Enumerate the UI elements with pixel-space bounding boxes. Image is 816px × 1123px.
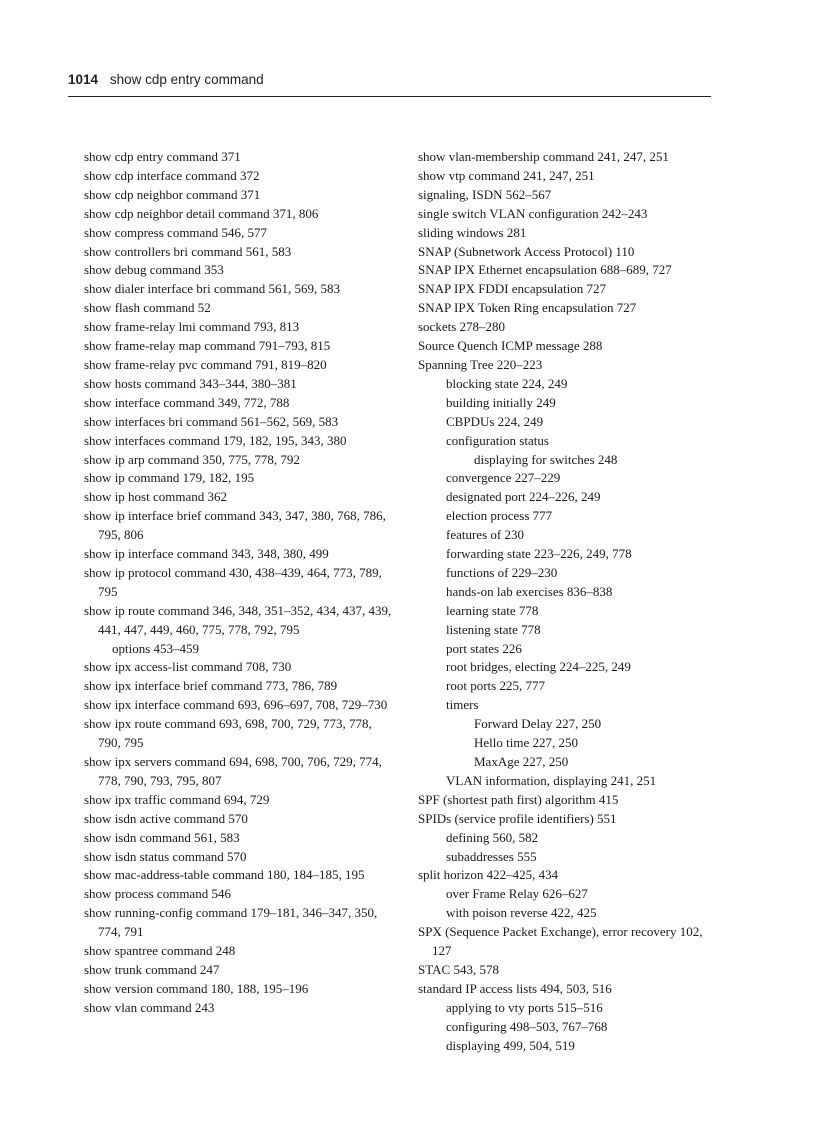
index-entry: show ipx interface command 693, 696–697, 708, 729–730 (84, 697, 388, 713)
index-entry: show ip route command 346, 348, 351–352, 434, 437, 439, 441, 447, 449, 460, 775, 778, 792, 795 (84, 602, 392, 637)
index-entry: show ipx servers command 694, 698, 700, 706, 729, 774, 778, 790, 793, 795, 807 (84, 754, 382, 788)
index-entry: SNAP IPX Ethernet encapsulation 688–689, 727 (418, 262, 672, 278)
index-entry: show frame-relay map command 791–793, 815 (84, 338, 331, 354)
running-title: show cdp entry command (109, 72, 264, 87)
index-entry: show ipx access-list command 708, 730 (84, 659, 292, 675)
index-entry: VLAN information, displaying 241, 251 (446, 772, 657, 788)
index-entry: show ip command 179, 182, 195 (84, 470, 255, 486)
index-entry: STAC 543, 578 (418, 961, 499, 977)
index-entry: SPF (shortest path first) algorithm 415 (418, 791, 619, 807)
index-entry: show interfaces bri command 561–562, 569, 583 (84, 413, 339, 429)
index-entry: convergence 227–229 (446, 470, 561, 486)
index-entry: show ip interface command 343, 348, 380, 499 (84, 546, 329, 562)
index-entry: listening state 778 (446, 621, 541, 637)
index-entry: port states 226 (446, 640, 522, 656)
index-entry: functions of 229–230 (446, 564, 558, 580)
index-entry: show ipx traffic command 694, 729 (84, 791, 270, 807)
index-entry: show controllers bri command 561, 583 (84, 243, 292, 259)
index-entry: defining 560, 582 (446, 829, 539, 845)
index-entry: learning state 778 (446, 602, 539, 618)
index-entry: show running-config command 179–181, 346–347, 350, 774, 791 (84, 905, 378, 940)
running-header (68, 72, 711, 88)
index-entry: CBPDUs 224, 249 (446, 413, 544, 429)
index-entry: timers (446, 697, 479, 713)
index-entry: Spanning Tree 220–223 (418, 356, 543, 372)
index-entry: standard IP access lists 494, 503, 516 (418, 980, 612, 996)
index-entry: configuration status (446, 432, 549, 448)
index-entry: show isdn status command 570 (84, 848, 247, 864)
index-entry: building initially 249 (446, 394, 556, 410)
index-entry: show trunk command 247 (84, 961, 220, 977)
index-entry: show cdp neighbor detail command 371, 806 (84, 205, 319, 221)
index-entry: show cdp interface command 372 (84, 167, 260, 183)
index-entry: SNAP (Subnetwork Access Protocol) 110 (418, 243, 635, 259)
index-entry: show vtp command 241, 247, 251 (418, 167, 595, 183)
index-entry: SNAP IPX Token Ring encapsulation 727 (418, 300, 637, 316)
index-entry: features of 230 (446, 527, 524, 543)
index-entry: show interface command 349, 772, 788 (84, 394, 290, 410)
index-column-right (418, 148, 718, 1056)
index-entry: show frame-relay pvc command 791, 819–820 (84, 356, 327, 372)
index-entry: show ip host command 362 (84, 489, 227, 505)
index-entry: show cdp neighbor command 371 (84, 186, 261, 202)
index-entry: signaling, ISDN 562–567 (418, 186, 552, 202)
index-entry: show mac-address-table command 180, 184–185, 195 (84, 867, 365, 883)
index-entry: show isdn command 561, 583 (84, 829, 240, 845)
index-entry: show ip interface brief command 343, 347, 380, 768, 786, 795, 806 (84, 508, 386, 543)
index-entry: show version command 180, 188, 195–196 (84, 980, 309, 996)
index-entry: show interfaces command 179, 182, 195, 343, 380 (84, 432, 347, 448)
index-entry: show dialer interface bri command 561, 569, 583 (84, 281, 340, 297)
index-entry: subaddresses 555 (446, 848, 537, 864)
index-entry: over Frame Relay 626–627 (446, 886, 588, 902)
index-entry: with poison reverse 422, 425 (446, 905, 597, 921)
index-entry: options 453–459 (112, 640, 200, 656)
index-entry: sliding windows 281 (418, 224, 527, 240)
index-entry: hands-on lab exercises 836–838 (446, 583, 613, 599)
index-entry: designated port 224–226, 249 (446, 489, 601, 505)
index-entry: forwarding state 223–226, 249, 778 (446, 546, 632, 562)
index-column-left (84, 148, 394, 1018)
index-entry: root ports 225, 777 (446, 678, 545, 694)
index-entry: show cdp entry command 371 (84, 149, 241, 164)
index-entry: show spantree command 248 (84, 943, 236, 959)
index-entry: show vlan-membership command 241, 247, 251 (418, 149, 669, 164)
index-entry: show process command 546 (84, 886, 231, 902)
index-entry: root bridges, electing 224–225, 249 (446, 659, 631, 675)
index-entry: SNAP IPX FDDI encapsulation 727 (418, 281, 607, 297)
index-entry: Forward Delay 227, 250 (474, 716, 602, 732)
index-entry: show vlan command 243 (84, 999, 215, 1015)
index-entry: split horizon 422–425, 434 (418, 867, 559, 883)
index-entry: show ip protocol command 430, 438–439, 464, 773, 789, 795 (84, 564, 382, 599)
index-entry: Hello time 227, 250 (474, 735, 578, 751)
index-entry: show hosts command 343–344, 380–381 (84, 375, 297, 391)
index-entry: Source Quench ICMP message 288 (418, 338, 603, 354)
index-entry: sockets 278–280 (418, 319, 506, 335)
index-entry: show ipx interface brief command 773, 786, 789 (84, 678, 338, 694)
header-rule (68, 96, 711, 97)
index-entry: blocking state 224, 249 (446, 375, 568, 391)
index-entry: MaxAge 227, 250 (474, 754, 569, 769)
index-entry: election process 777 (446, 508, 553, 524)
index-entry: SPIDs (service profile identifiers) 551 (418, 810, 617, 826)
index-entry: applying to vty ports 515–516 (446, 999, 603, 1015)
index-entry: show flash command 52 (84, 300, 211, 316)
index-entry: show compress command 546, 577 (84, 224, 268, 240)
index-entry: show ip arp command 350, 775, 778, 792 (84, 451, 300, 467)
index-entry: displaying for switches 248 (474, 451, 618, 467)
index-entry: displaying 499, 504, 519 (446, 1037, 575, 1053)
index-entry: show frame-relay lmi command 793, 813 (84, 319, 300, 335)
index-entry: single switch VLAN configuration 242–243 (418, 205, 648, 221)
index-entry: show debug command 353 (84, 262, 224, 278)
index-entry: show isdn active command 570 (84, 810, 248, 826)
index-entry: show ipx route command 693, 698, 700, 729, 773, 778, 790, 795 (84, 716, 372, 751)
index-entry: SPX (Sequence Packet Exchange), error recovery 102, 127 (418, 924, 703, 959)
index-entry: configuring 498–503, 767–768 (446, 1018, 608, 1034)
page-number: 1014 (68, 72, 99, 87)
